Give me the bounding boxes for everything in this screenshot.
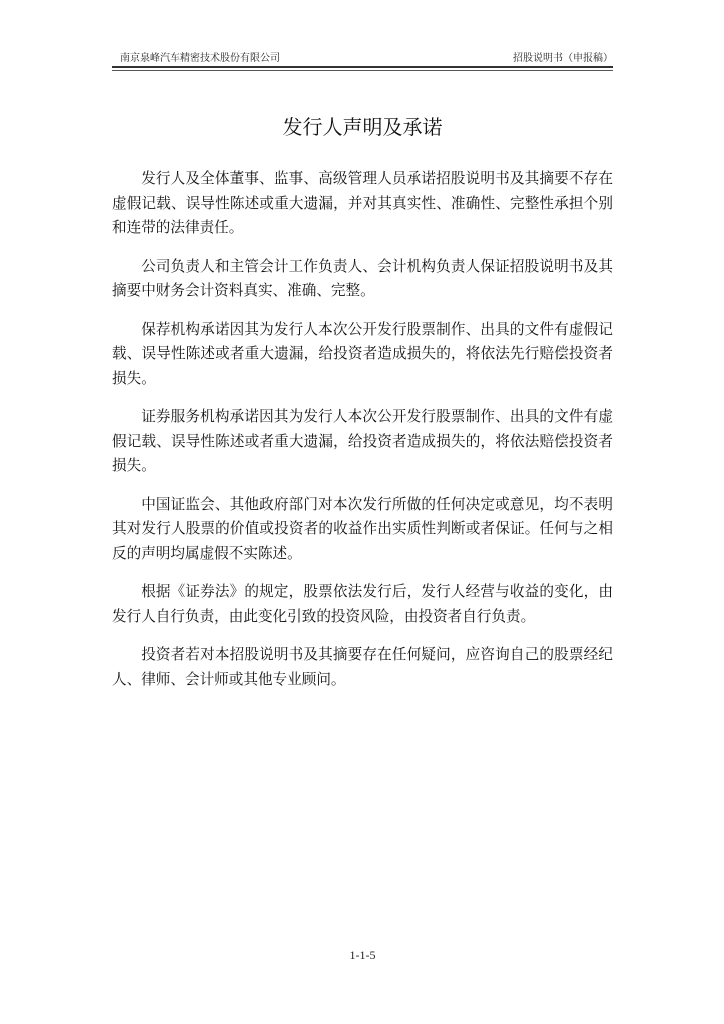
company-name: 南京泉峰汽车精密技术股份有限公司 [120, 53, 280, 64]
declaration-body [112, 167, 613, 706]
paragraph-issuer-commitment: 发行人及全体董事、监事、高级管理人员承诺招股说明书及其摘要不存在虚假记载、误导性陈述或重大遗漏，并对其真实性、准确性、完整性承担个别和连带的法律责任。 [112, 170, 613, 236]
paragraph-financial-accuracy: 公司负责人和主管会计工作负责人、会计机构负责人保证招股说明书及其摘要中财务会计资料真实、准确、完整。 [112, 257, 613, 299]
header-rule-thick [112, 66, 613, 68]
paragraph-securities-law: 根据《证券法》的规定，股票依法发行后，发行人经营与收益的变化，由发行人自行负责，由此变化引致的投资风险，由投资者自行负责。 [112, 583, 613, 625]
paragraph-investor-advice: 投资者若对本招股说明书及其摘要存在任何疑问，应咨询自己的股票经纪人、律师、会计师或其他专业顾问。 [112, 646, 613, 688]
paragraph-sponsor-commitment: 保荐机构承诺因其为发行人本次公开发行股票制作、出具的文件有虚假记载、误导性陈述或者重大遗漏，给投资者造成损失的，将依法先行赔偿投资者损失。 [112, 320, 613, 387]
document-type: 招股说明书（申报稿） [513, 53, 613, 64]
header-rule-thin [112, 70, 613, 71]
paragraph-csrc-disclaimer: 中国证监会、其他政府部门对本次发行所做的任何决定或意见，均不表明其对发行人股票的价值或投资者的收益作出实质性判断或者保证。任何与之相反的声明均属虚假不实陈述。 [112, 495, 613, 562]
paragraph-service-institution-commitment: 证券服务机构承诺因其为发行人本次公开发行股票制作、出具的文件有虚假记载、误导性陈述或者重大遗漏，给投资者造成损失的，将依法赔偿投资者损失。 [112, 408, 613, 474]
page-title: 发行人声明及承诺 [282, 115, 443, 139]
page-number: 1-1-5 [349, 948, 376, 962]
